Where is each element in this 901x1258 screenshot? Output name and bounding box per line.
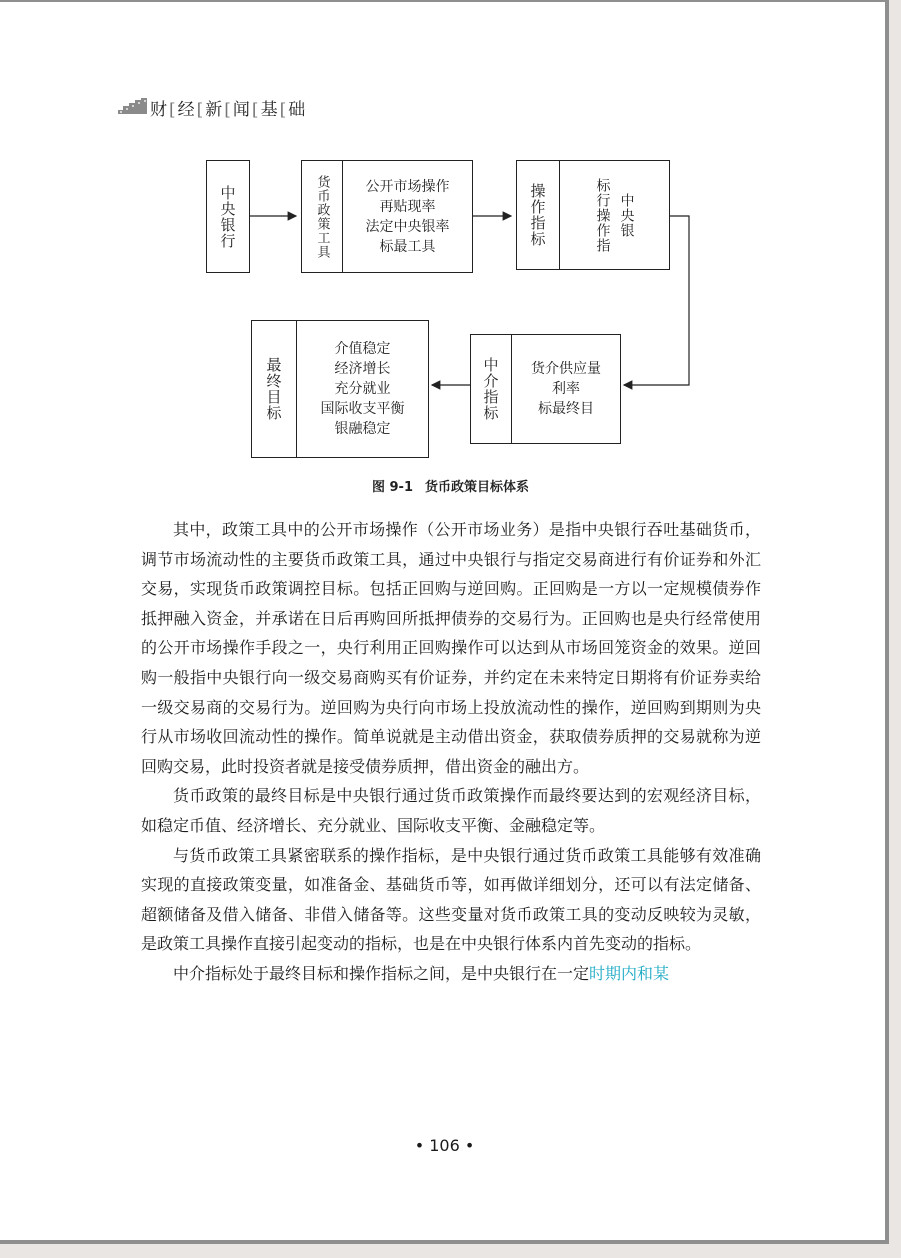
policy-tools-box bbox=[301, 160, 473, 273]
tool-item: 公开市场操作 bbox=[365, 178, 450, 195]
page-number: • 106 • bbox=[414, 1136, 475, 1155]
header-char: 财 bbox=[150, 99, 168, 120]
final-item: 介值稳定 bbox=[334, 341, 391, 357]
operating-item: 中央银 bbox=[618, 192, 635, 238]
header-char: 闻 bbox=[232, 99, 251, 120]
figure-number: 图 9-1 bbox=[371, 480, 413, 495]
final-target-header: 最终目标 bbox=[252, 321, 297, 457]
paragraph: 与货币政策工具紧密联系的操作指标，是中央银行通过货币政策工具能够有效准确实现的直接政策变量，如准备金、基础货币等，如再做详细划分，还可以有法定储备、超额储备及借入储备、非借入储备等。这些变量对货币政策工具的变动反映较为灵敏，是政策工具操作直接引起变动的指标，也是在中央银行体系内首先变动的指标。 bbox=[141, 845, 761, 954]
tool-item: 再贴现率 bbox=[379, 198, 436, 215]
intermediate-target-list bbox=[512, 335, 620, 443]
body-text bbox=[141, 515, 761, 989]
final-item: 经济增长 bbox=[334, 361, 391, 377]
central-bank-label: 中央银行 bbox=[218, 184, 237, 249]
header-char: 新 bbox=[205, 99, 224, 120]
policy-tools-header: 货币政策工具 bbox=[302, 161, 343, 272]
policy-tools-list bbox=[343, 161, 472, 272]
paragraph: 货币政策的最终目标是中央银行通过货币政策操作而最终要达到的宏观经济目标，如稳定币值、经济增长、充分就业、国际收支平衡、金融稳定等。 bbox=[141, 786, 761, 835]
operating-target-header: 操作指标 bbox=[517, 161, 560, 269]
operating-target-items bbox=[560, 161, 669, 269]
running-header bbox=[118, 94, 306, 120]
central-bank-box bbox=[206, 160, 250, 273]
intermediate-item: 货介供应量 bbox=[531, 361, 601, 377]
intermediate-target-box bbox=[470, 334, 621, 444]
tool-item: 标最工具 bbox=[379, 238, 436, 255]
intermediate-target-header: 中介指标 bbox=[471, 335, 512, 443]
intermediate-item: 利率 bbox=[552, 381, 580, 397]
operating-target-box bbox=[516, 160, 670, 270]
operating-item: 标行操作指 bbox=[594, 177, 611, 253]
paragraph-last-text: 中介指标处于最终目标和操作指标之间，是中央银行在一定 bbox=[173, 963, 590, 983]
policy-target-diagram bbox=[200, 152, 720, 464]
figure-title: 货币政策目标体系 bbox=[425, 480, 530, 495]
header-ornament-icon bbox=[118, 98, 148, 116]
final-item: 银融稳定 bbox=[334, 421, 391, 437]
intermediate-item: 标最终目 bbox=[538, 401, 594, 417]
final-target-list bbox=[297, 321, 428, 457]
header-char: 基 bbox=[260, 99, 279, 120]
paragraph: 其中，政策工具中的公开市场操作（公开市场业务）是指中央银行吞吐基础货币，调节市场流动性的主要货币政策工具，通过中央银行与指定交易商进行有价证券和外汇交易，实现货币政策调控目标。包括正回购与逆回购。正回购是一方以一定规模债券作抵押融入资金，并承诺在日后再购回所抵押债券的交易行为。正回购也是央行经常使用的公开市场操作手段之一，央行利用正回购操作可以达到从市场回笼资金的效果。逆回购一般指中央银行向一级交易商购买有价证券，并约定在未来特定日期将有价证券卖给一级交易商的交易行为。逆回购为央行向市场上投放流动性的操作，逆回购到期则为央行从市场收回流动性的操作。简单说就是主动借出资金，获取债券质押的交易就称为逆回购交易，此时投资者就是接受债券质押，借出资金的融出方。 bbox=[141, 520, 761, 776]
header-title: 财[经[新[闻[基[础 bbox=[150, 99, 307, 120]
header-char: 经 bbox=[177, 99, 196, 120]
final-item: 国际收支平衡 bbox=[320, 401, 405, 417]
highlighted-text: 时期内和某 bbox=[589, 963, 670, 983]
tool-item: 法定中央银率 bbox=[365, 218, 450, 235]
final-item: 充分就业 bbox=[334, 381, 391, 397]
header-char: 础 bbox=[288, 99, 307, 120]
paragraph-last bbox=[141, 959, 761, 989]
final-target-box bbox=[251, 320, 429, 458]
figure-caption bbox=[0, 476, 901, 495]
